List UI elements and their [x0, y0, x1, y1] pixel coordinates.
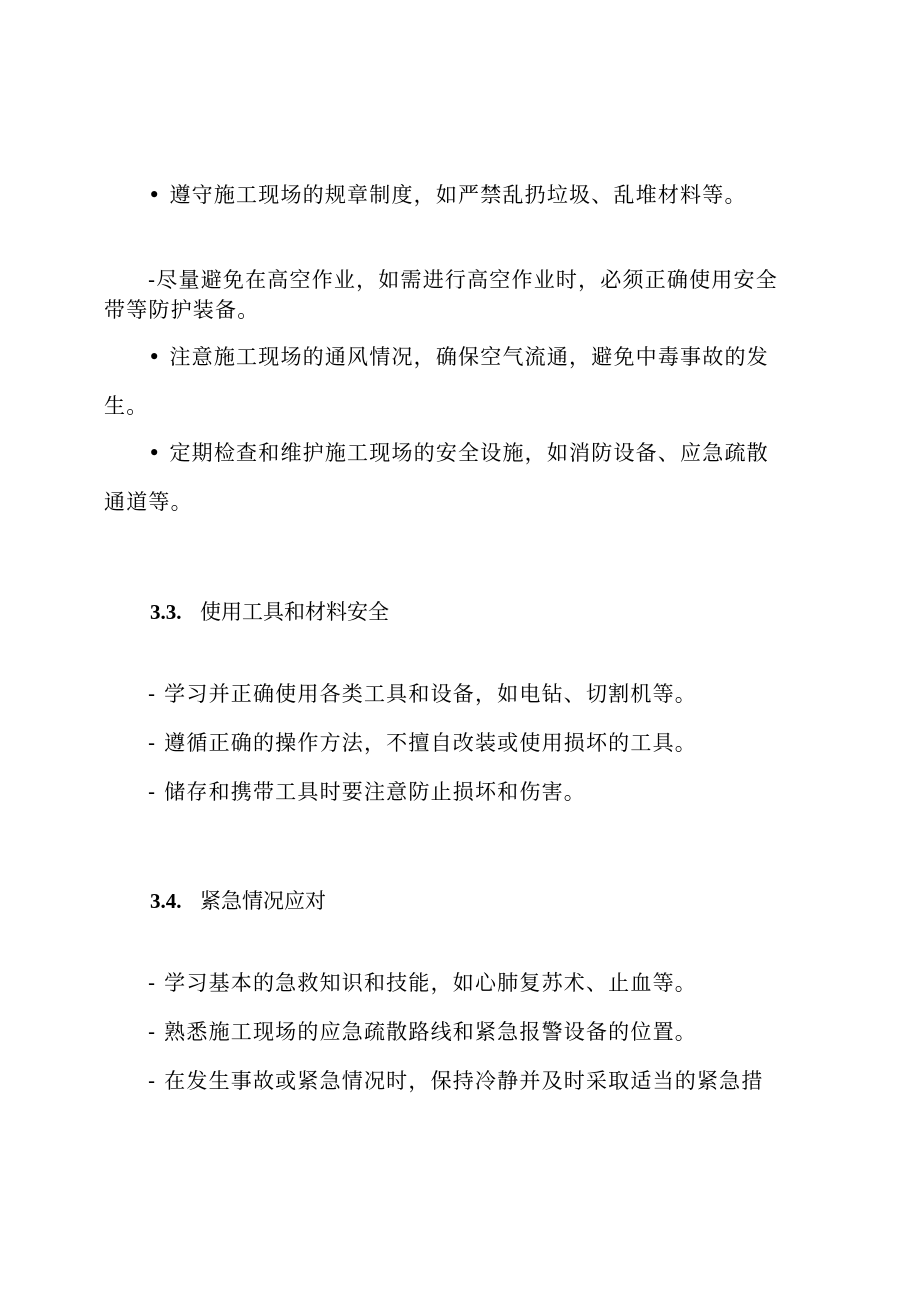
bullet-paragraph-line: 通道等。 — [104, 490, 193, 514]
dash-paragraph-line: -尽量避免在高空作业，如需进行高空作业时，必须正确使用安全 — [148, 268, 778, 292]
list-item: - 学习基本的急救知识和技能，如心肺复苏术、止血等。 — [148, 971, 697, 995]
section-number: 3.3. — [150, 600, 182, 624]
dash-paragraph-line: 带等防护装备。 — [104, 298, 260, 322]
section-heading — [150, 598, 389, 626]
section-heading — [150, 887, 326, 915]
list-item: - 在发生事故或紧急情况时，保持冷静并及时采取适当的紧急措 — [148, 1069, 764, 1093]
bullet-paragraph-line: 生。 — [104, 394, 149, 418]
bullet-paragraph-line: • 定期检查和维护施工现场的安全设施，如消防设备、应急疏散 — [148, 441, 769, 465]
list-item: - 遵循正确的操作方法，不擅自改装或使用损坏的工具。 — [148, 731, 697, 755]
section-number: 3.4. — [150, 889, 182, 913]
list-item: - 熟悉施工现场的应急疏散路线和紧急报警设备的位置。 — [148, 1020, 697, 1044]
list-item: - 学习并正确使用各类工具和设备，如电钻、切割机等。 — [148, 682, 697, 706]
bullet-paragraph-line: • 注意施工现场的通风情况，确保空气流通，避免中毒事故的发 — [148, 345, 769, 369]
bullet-paragraph-line: • 遵守施工现场的规章制度，如严禁乱扔垃圾、乱堆材料等。 — [148, 183, 747, 207]
section-title: 紧急情况应对 — [200, 889, 326, 913]
section-title: 使用工具和材料安全 — [200, 600, 389, 624]
list-item: - 储存和携带工具时要注意防止损坏和伤害。 — [148, 780, 586, 804]
